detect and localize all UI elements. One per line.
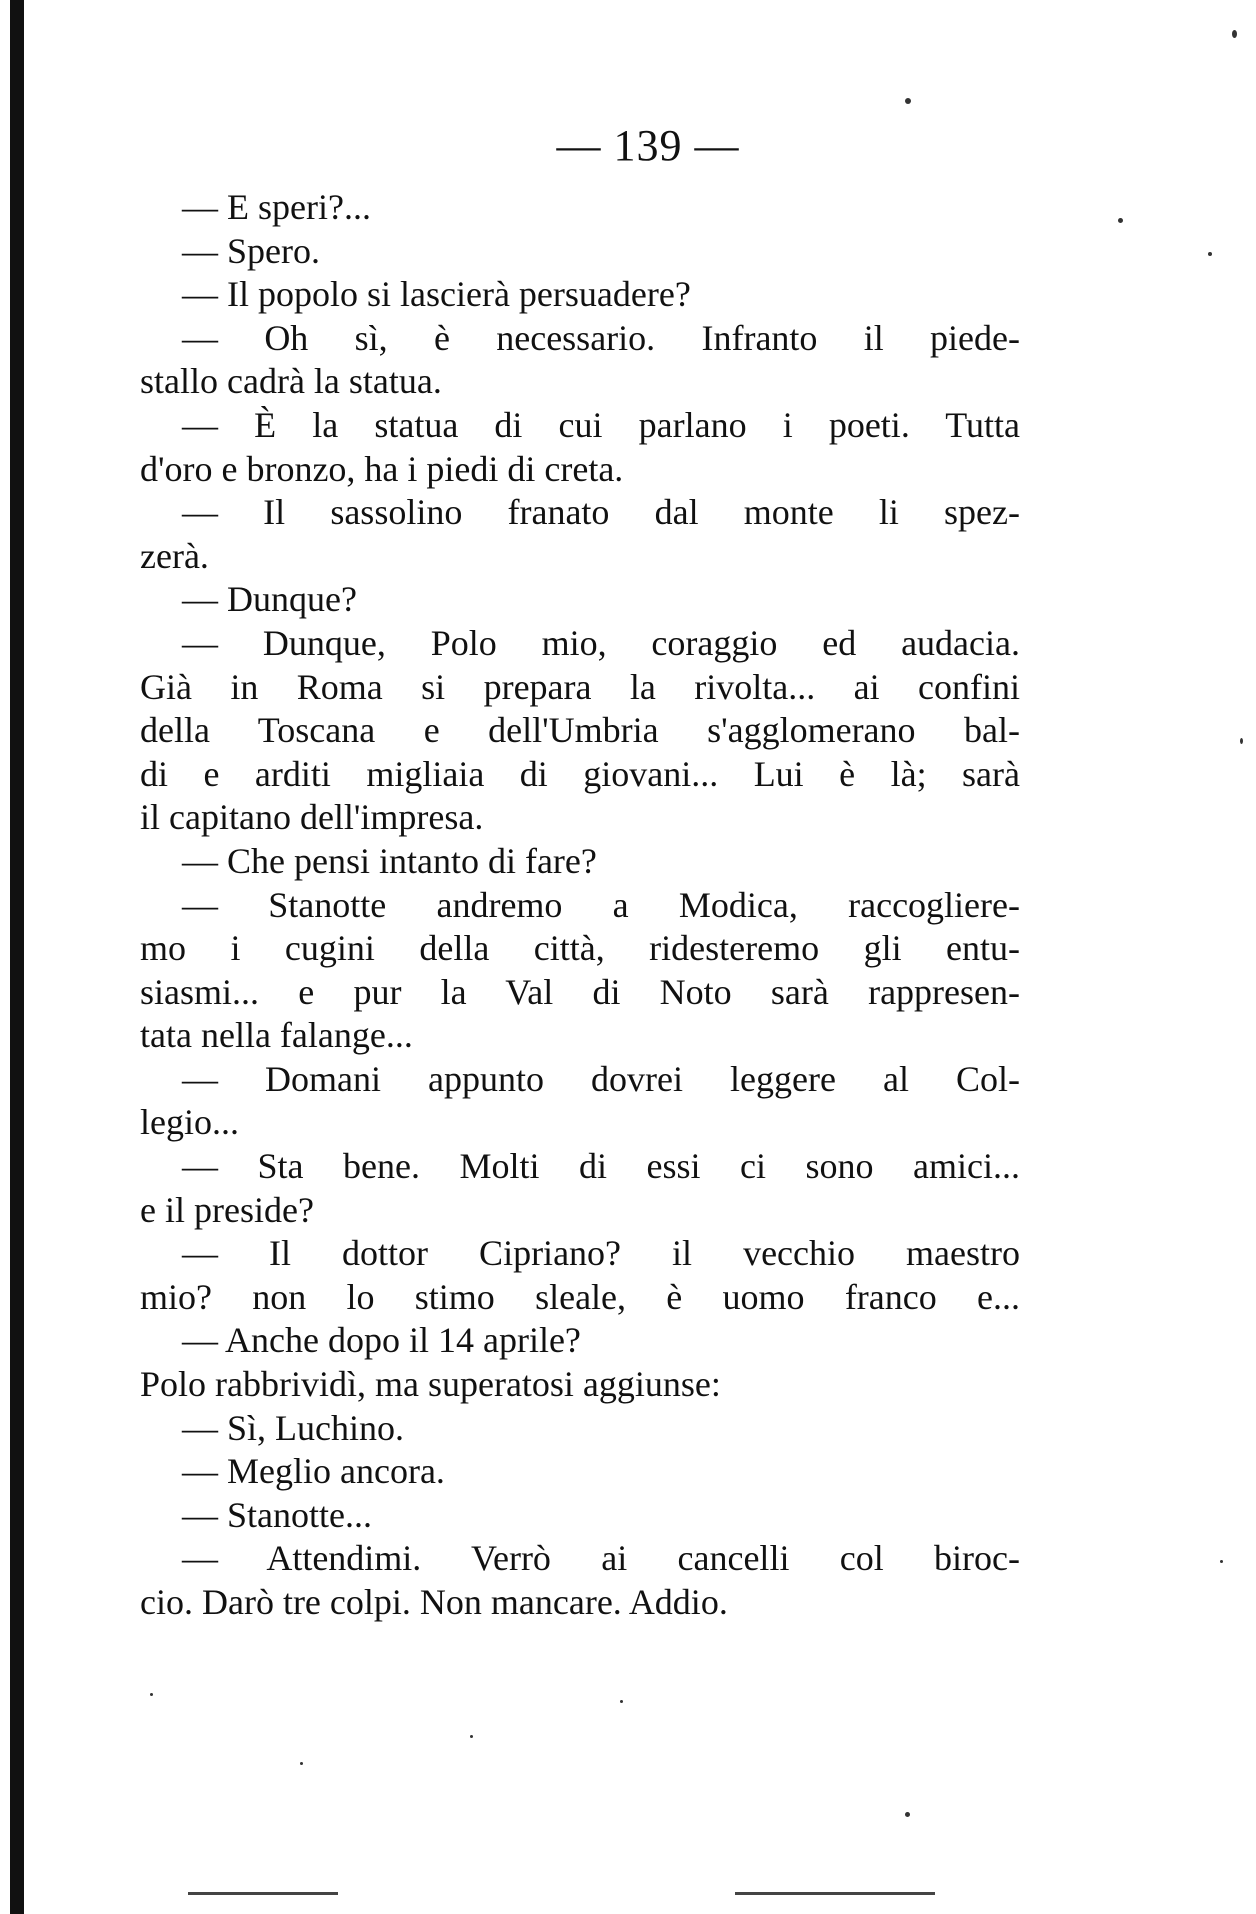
text-line: mio? non lo stimo sleale, è uomo franco e...: [140, 1276, 1020, 1317]
scan-speck: [1240, 738, 1243, 744]
scan-speck: [1208, 252, 1212, 256]
body-text: [140, 186, 1020, 1625]
text-line: legio...: [140, 1102, 239, 1143]
scan-speck: [150, 1693, 153, 1696]
text-line: zerà.: [140, 535, 209, 576]
text-line: — Domani appunto dovrei leggere al Col-: [182, 1058, 1020, 1099]
text-line: tata nella falange...: [140, 1015, 413, 1056]
text-line: — Stanotte andremo a Modica, raccoglierе-: [182, 884, 1020, 925]
text-line: — Spero.: [182, 230, 320, 271]
text-line: — Sta bene. Molti di essi ci sono amici...: [182, 1146, 1020, 1187]
scan-speck: [620, 1700, 623, 1703]
text-line: — Anche dopo il 14 aprile?: [182, 1320, 581, 1361]
text-line: — Dunque, Polo mio, coraggio ed audacia.: [182, 622, 1020, 663]
text-line: — Il sassolino franato dal monte li spez-: [182, 492, 1020, 533]
text-line: — Il popolo si lascierà persuadere?: [182, 274, 691, 315]
text-line: — Che pensi intanto di fare?: [182, 840, 597, 881]
text-line: siasmi... e pur la Val di Noto sarà rappresen-: [140, 971, 1020, 1012]
book-spine-shadow: [10, 0, 24, 1914]
text-line: — Sì, Luchino.: [182, 1407, 404, 1448]
text-line: Già in Roma si prepara la rivolta... ai confini: [140, 666, 1020, 707]
text-line: — È la statua di cui parlano i poeti. Tutta: [182, 404, 1020, 445]
text-line: stallo cadrà la statua.: [140, 361, 442, 402]
bottom-smudge-left: [188, 1892, 338, 1895]
scan-speck: [905, 1812, 910, 1817]
text-line: — Dunque?: [182, 579, 357, 620]
page-number: — 139 —: [556, 121, 740, 170]
scan-speck: [905, 98, 911, 104]
text-line: — Meglio ancora.: [182, 1451, 445, 1492]
text-line: e il preside?: [140, 1189, 314, 1230]
text-line: della Toscana e dell'Umbria s'agglomerano bal-: [140, 710, 1020, 751]
text-line: — E speri?...: [182, 187, 371, 227]
text-line: — Stanotte...: [182, 1494, 372, 1535]
text-line: il capitano dell'impresa.: [140, 797, 484, 838]
scan-speck: [1220, 1560, 1223, 1563]
text-line: cio. Darò tre colpi. Non mancare. Addio.: [140, 1582, 728, 1622]
text-line: di e arditi migliaia di giovani... Lui è là; sarà: [140, 753, 1020, 794]
scan-speck: [300, 1762, 303, 1765]
text-line: d'oro e bronzo, ha i piedi di creta.: [140, 448, 624, 489]
text-line: — Attendimi. Verrò ai cancelli col biroc-: [182, 1538, 1020, 1579]
scan-speck: [470, 1735, 473, 1738]
scan-speck: [1232, 30, 1237, 38]
text-line: — Il dottor Cipriano? il vecchio maestro: [182, 1233, 1020, 1274]
text-line: mo i cugini della città, ridesteremo gli entu-: [140, 928, 1020, 969]
text-line: — Oh sì, è necessario. Infranto il piede-: [182, 317, 1020, 358]
text-line: Polo rabbrividì, ma superatosi aggiunse:: [140, 1364, 721, 1405]
scan-speck: [1118, 218, 1123, 223]
bottom-smudge-right: [735, 1892, 935, 1895]
